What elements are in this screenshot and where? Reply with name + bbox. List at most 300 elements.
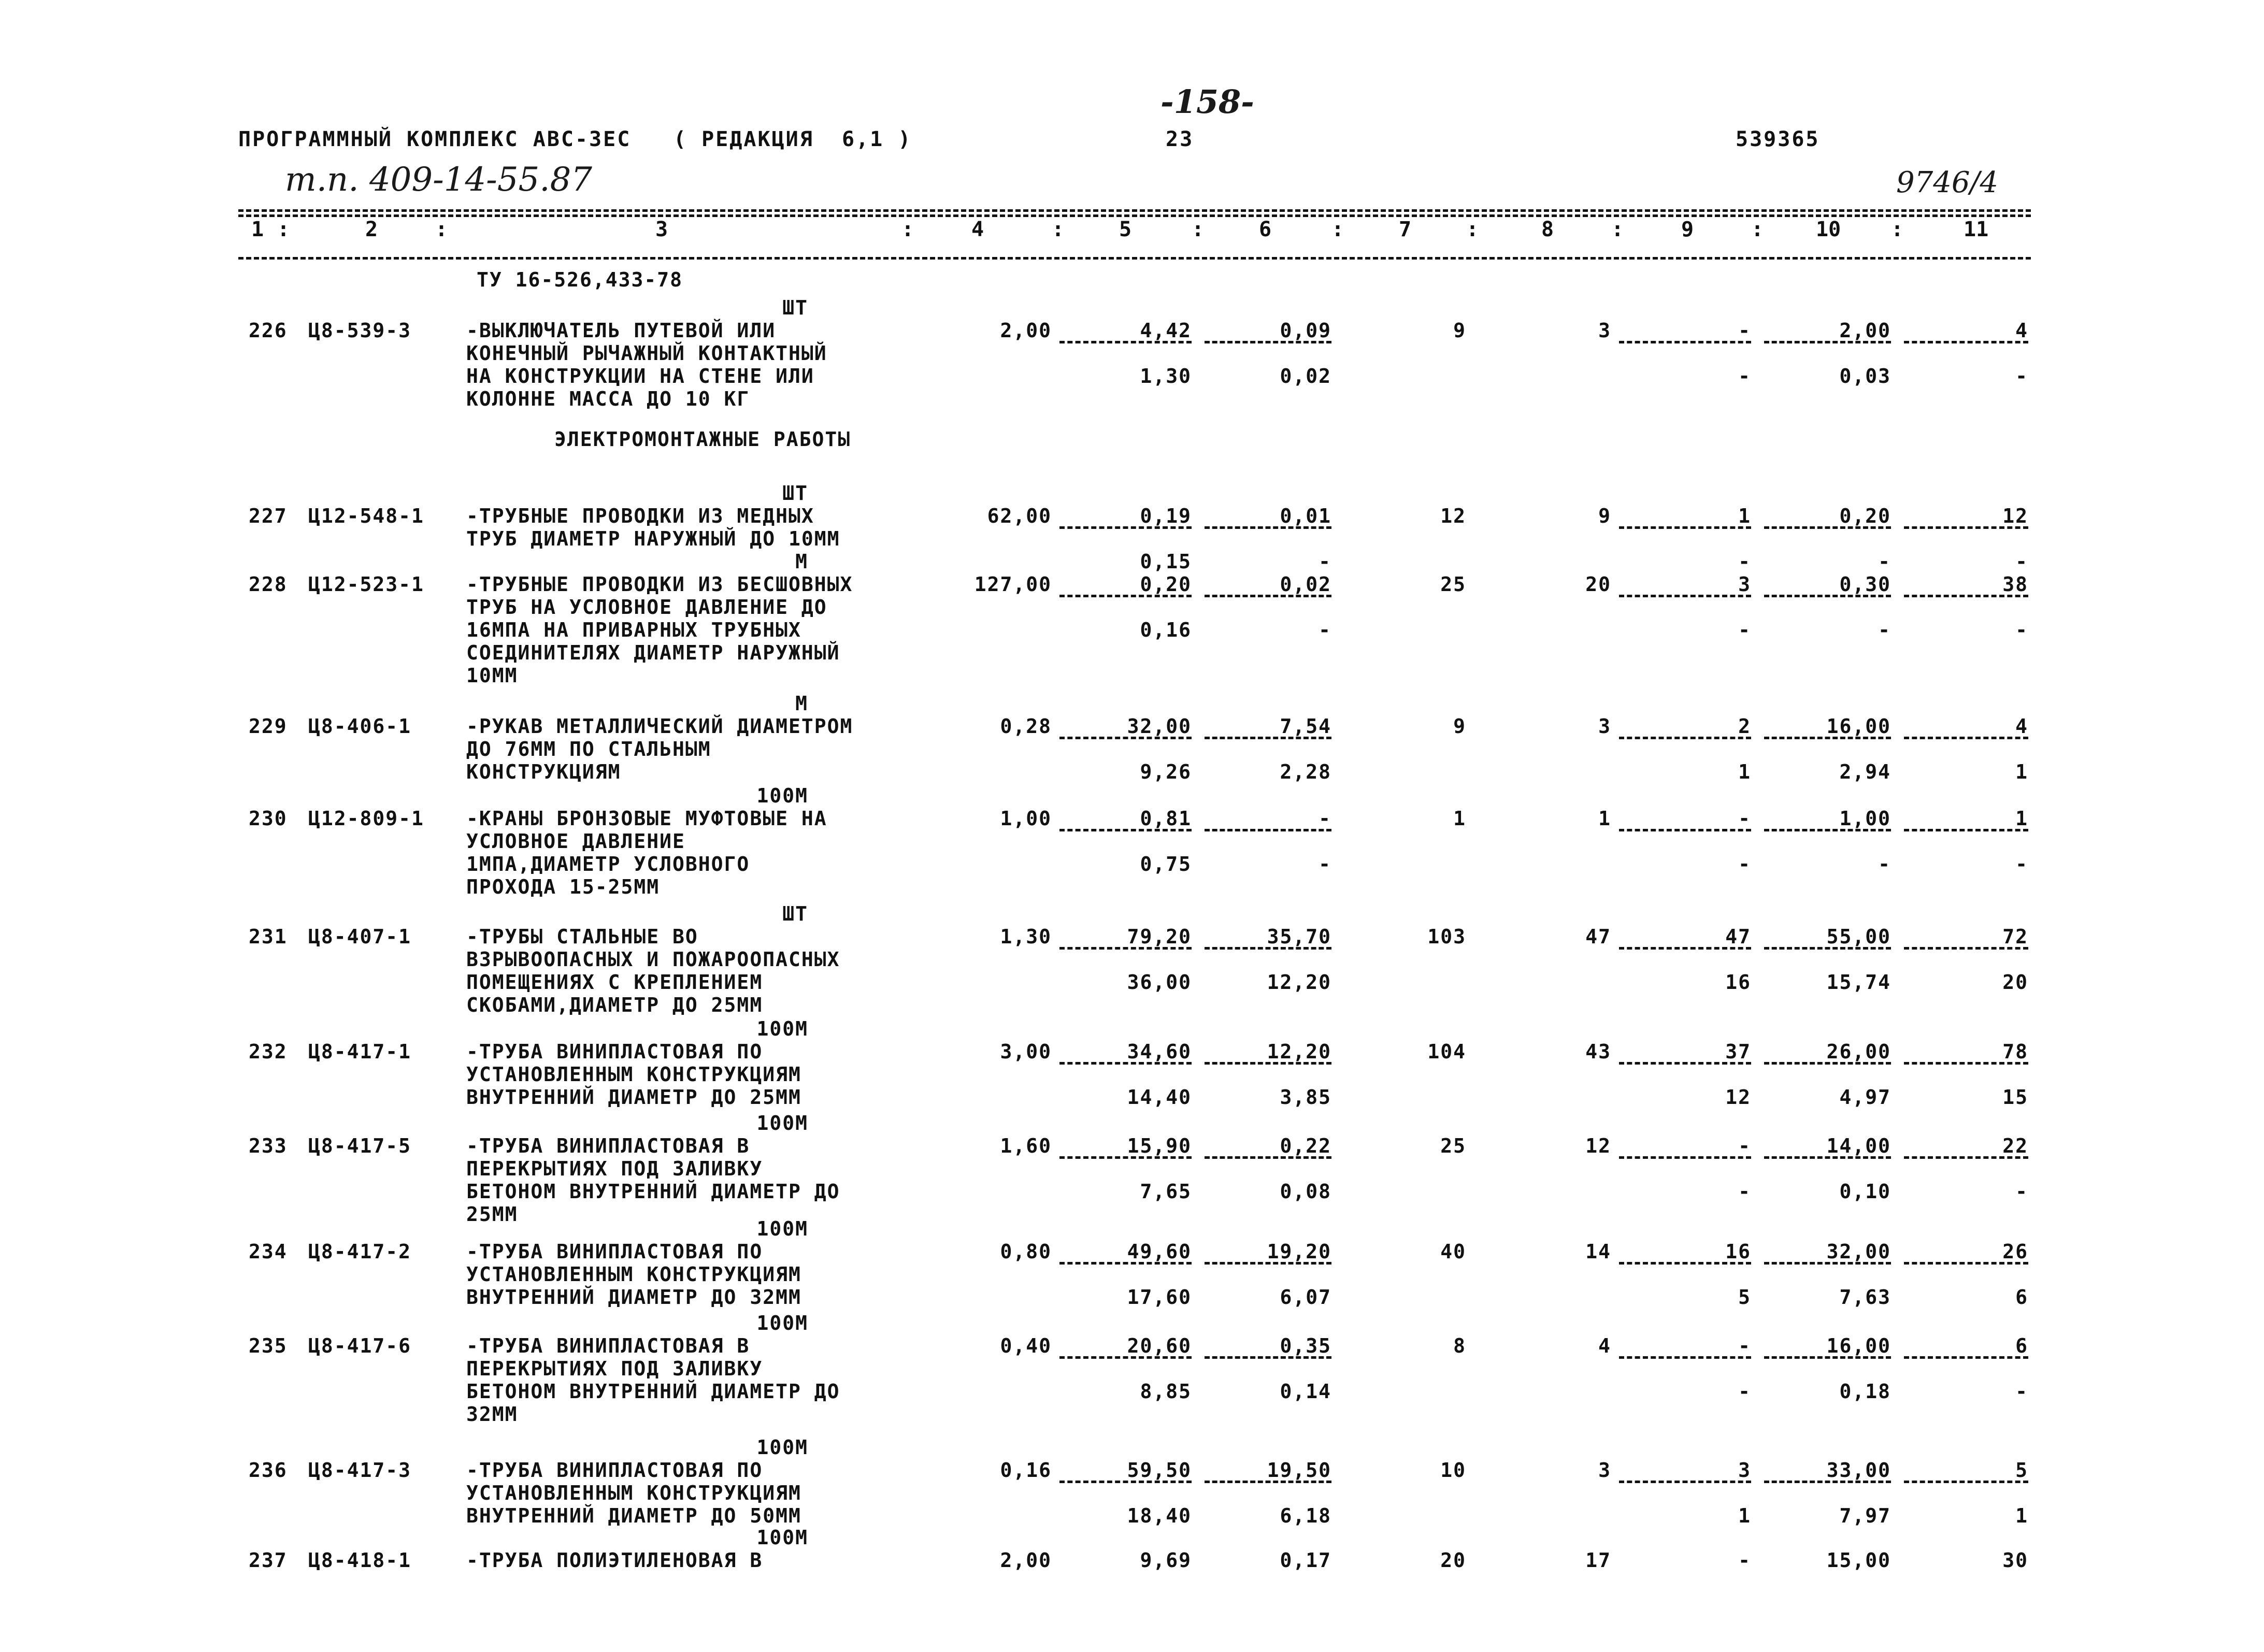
- value-col-5-second-line: 18,40: [1127, 1504, 1192, 1527]
- value-col-4: 0,40: [1000, 1334, 1052, 1357]
- subtotal-dash-line: [1904, 1062, 2028, 1065]
- value-col-9: 1: [1738, 505, 1751, 527]
- value-col-11-second-line: -: [2015, 619, 2028, 641]
- value-col-10-second-line: -: [1878, 619, 1891, 641]
- row-number: 235: [249, 1334, 288, 1357]
- subtotal-dash-line: [1059, 737, 1192, 739]
- subtotal-dash-line: [1205, 595, 1331, 597]
- value-col-9: 3: [1738, 573, 1751, 596]
- subtotal-dash-line: [1619, 1062, 1751, 1065]
- work-description-line: -ТРУБНЫЕ ПРОВОДКИ ИЗ БЕСШОВНЫХ: [466, 573, 853, 596]
- work-description-line: УСТАНОВЛЕННЫМ КОНСТРУКЦИЯМ: [466, 1482, 801, 1504]
- value-col-8: 17: [1585, 1549, 1611, 1572]
- value-col-4: 2,00: [1000, 1549, 1052, 1572]
- column-separator: :: [1891, 218, 1904, 241]
- value-col-10-second-line: -: [1878, 550, 1891, 573]
- value-col-8: 47: [1585, 925, 1611, 948]
- value-col-8: 20: [1585, 573, 1611, 596]
- project-number-handwritten: т.п. 409-14-55.87: [285, 161, 592, 199]
- value-col-5: 59,50: [1127, 1459, 1192, 1482]
- value-col-4: 1,00: [1000, 807, 1052, 830]
- value-col-4: 2,00: [1000, 319, 1052, 342]
- subtotal-dash-line: [1059, 526, 1192, 529]
- rate-code: Ц8-407-1: [308, 925, 412, 948]
- value-col-6-second-line: 2,28: [1280, 760, 1331, 783]
- program-title: ПРОГРАММНЫЙ КОМПЛЕКС АВС-3ЕС: [238, 127, 632, 151]
- column-header-11: 11: [1964, 218, 1989, 241]
- subtotal-dash-line: [1904, 526, 2028, 529]
- document-code: 539365: [1736, 127, 1820, 151]
- value-col-5-second-line: 14,40: [1127, 1086, 1192, 1109]
- work-description-line: ПЕРЕКРЫТИЯХ ПОД ЗАЛИВКУ: [466, 1157, 763, 1180]
- row-number: 230: [249, 807, 288, 830]
- column-separator: :: [1052, 218, 1065, 241]
- value-col-9: 2: [1738, 715, 1751, 738]
- value-col-9: 47: [1725, 925, 1751, 948]
- work-description-line: -ТРУБА ПОЛИЭТИЛЕНОВАЯ В: [466, 1549, 763, 1572]
- work-description-line: -ВЫКЛЮЧАТЕЛЬ ПУТЕВОЙ ИЛИ: [466, 319, 776, 342]
- value-col-6: 35,70: [1267, 925, 1331, 948]
- subtotal-dash-line: [1764, 595, 1891, 597]
- value-col-6: -: [1319, 807, 1331, 830]
- value-col-10: 2,00: [1839, 319, 1891, 342]
- sheet-number: 23: [1166, 127, 1194, 151]
- work-description-line: УСТАНОВЛЕННЫМ КОНСТРУКЦИЯМ: [466, 1063, 801, 1086]
- value-col-5-second-line: 7,65: [1140, 1180, 1192, 1203]
- value-col-10-second-line: 0,10: [1839, 1180, 1891, 1203]
- value-col-8: 4: [1598, 1334, 1611, 1357]
- subtotal-dash-line: [1904, 1481, 2028, 1483]
- subtotal-dash-line: [1205, 829, 1331, 831]
- work-description-line: БЕТОНОМ ВНУТРЕННИЙ ДИАМЕТР ДО: [466, 1380, 840, 1403]
- subtotal-dash-line: [1764, 829, 1891, 831]
- subtotal-dash-line: [1205, 1262, 1331, 1265]
- value-col-9-second-line: -: [1738, 1380, 1751, 1403]
- standard-reference: ТУ 16-526,433-78: [477, 268, 683, 291]
- work-description-line: 16МПА НА ПРИВАРНЫХ ТРУБНЫХ: [466, 619, 801, 641]
- value-col-4: 0,28: [1000, 715, 1052, 738]
- value-col-4: 3,00: [1000, 1040, 1052, 1063]
- subtotal-dash-line: [1059, 1156, 1192, 1159]
- value-col-7: 103: [1427, 925, 1466, 948]
- subtotal-dash-line: [1619, 1481, 1751, 1483]
- value-col-7: 40: [1440, 1240, 1466, 1263]
- subtotal-dash-line: [1764, 341, 1891, 343]
- value-col-9-second-line: 1: [1738, 760, 1751, 783]
- subtotal-dash-line: [1205, 1356, 1331, 1359]
- value-col-4: 0,16: [1000, 1459, 1052, 1482]
- row-number: 233: [249, 1134, 288, 1157]
- rate-code: Ц8-539-3: [308, 319, 412, 342]
- subtotal-dash-line: [1619, 829, 1751, 831]
- value-col-6: 0,17: [1280, 1549, 1331, 1572]
- subtotal-dash-line: [1205, 341, 1331, 343]
- column-header-4: 4: [971, 218, 984, 241]
- value-col-7: 20: [1440, 1549, 1466, 1572]
- subtotal-dash-line: [1205, 1062, 1331, 1065]
- value-col-5-second-line: 0,15: [1140, 550, 1192, 573]
- unit-label: ШТ: [782, 902, 808, 925]
- value-col-11: 30: [2002, 1549, 2028, 1572]
- value-col-10: 1,00: [1839, 807, 1891, 830]
- value-col-11: 5: [2015, 1459, 2028, 1482]
- work-description-line: УСТАНОВЛЕННЫМ КОНСТРУКЦИЯМ: [466, 1263, 801, 1286]
- subtotal-dash-line: [1619, 341, 1751, 343]
- row-number: 226: [249, 319, 288, 342]
- value-col-8: 14: [1585, 1240, 1611, 1263]
- reference-handwritten: 9746/4: [1896, 166, 1999, 199]
- value-col-11-second-line: -: [2015, 365, 2028, 387]
- value-col-6: 19,50: [1267, 1459, 1331, 1482]
- value-col-6-second-line: 6,18: [1280, 1504, 1331, 1527]
- column-header-6: 6: [1259, 218, 1272, 241]
- subtotal-dash-line: [1764, 1062, 1891, 1065]
- rate-code: Ц8-406-1: [308, 715, 412, 738]
- work-description-line: ПРОХОДА 15-25ММ: [466, 875, 660, 898]
- column-header-5: 5: [1119, 218, 1132, 241]
- value-col-11-second-line: 6: [2015, 1286, 2028, 1309]
- subtotal-dash-line: [1904, 1356, 2028, 1359]
- unit-label: ШТ: [782, 482, 808, 505]
- subtotal-dash-line: [1764, 947, 1891, 950]
- value-col-6-second-line: -: [1319, 550, 1331, 573]
- value-col-5-second-line: 8,85: [1140, 1380, 1192, 1403]
- value-col-6: 0,01: [1280, 505, 1331, 527]
- value-col-5-second-line: 17,60: [1127, 1286, 1192, 1309]
- work-description-line: -ТРУБА ВИНИПЛАСТОВАЯ ПО: [466, 1459, 763, 1482]
- value-col-9-second-line: -: [1738, 619, 1751, 641]
- value-col-5-second-line: 36,00: [1127, 971, 1192, 994]
- subtotal-dash-line: [1059, 1062, 1192, 1065]
- column-separator: :: [1751, 218, 1764, 241]
- unit-label: 100М: [756, 1017, 808, 1040]
- value-col-10-second-line: -: [1878, 853, 1891, 875]
- work-description-line: ВЗРЫВООПАСНЫХ И ПОЖАРООПАСНЫХ: [466, 948, 840, 971]
- column-header-7: 7: [1399, 218, 1412, 241]
- value-col-11-second-line: 1: [2015, 1504, 2028, 1527]
- value-col-6-second-line: 12,20: [1267, 971, 1331, 994]
- value-col-11-second-line: -: [2015, 853, 2028, 875]
- value-col-9: -: [1738, 807, 1751, 830]
- unit-label: 100М: [756, 1436, 808, 1459]
- subtotal-dash-line: [1619, 947, 1751, 950]
- value-col-10-second-line: 15,74: [1826, 971, 1891, 994]
- value-col-5: 20,60: [1127, 1334, 1192, 1357]
- value-col-6: 0,09: [1280, 319, 1331, 342]
- work-description-line: КОЛОННЕ МАССА ДО 10 КГ: [466, 387, 750, 410]
- section-heading: ЭЛЕКТРОМОНТАЖНЫЕ РАБОТЫ: [554, 428, 851, 451]
- rate-code: Ц12-523-1: [308, 573, 424, 596]
- value-col-5-second-line: 0,75: [1140, 853, 1192, 875]
- value-col-9: 16: [1725, 1240, 1751, 1263]
- work-description-line: БЕТОНОМ ВНУТРЕННИЙ ДИАМЕТР ДО: [466, 1180, 840, 1203]
- unit-label: М: [795, 550, 808, 573]
- row-number: 227: [249, 505, 288, 527]
- value-col-10: 0,20: [1839, 505, 1891, 527]
- value-col-10: 32,00: [1826, 1240, 1891, 1263]
- row-number: 231: [249, 925, 288, 948]
- subtotal-dash-line: [1619, 1262, 1751, 1265]
- value-col-5: 34,60: [1127, 1040, 1192, 1063]
- value-col-9-second-line: 5: [1738, 1286, 1751, 1309]
- value-col-11: 38: [2002, 573, 2028, 596]
- value-col-9-second-line: 1: [1738, 1504, 1751, 1527]
- subtotal-dash-line: [1764, 1156, 1891, 1159]
- value-col-5: 0,20: [1140, 573, 1192, 596]
- row-number: 229: [249, 715, 288, 738]
- value-col-11: 26: [2002, 1240, 2028, 1263]
- value-col-11-second-line: -: [2015, 1180, 2028, 1203]
- value-col-9-second-line: -: [1738, 365, 1751, 387]
- subtotal-dash-line: [1619, 1356, 1751, 1359]
- value-col-11-second-line: 1: [2015, 760, 2028, 783]
- work-description-line: -ТРУБА ВИНИПЛАСТОВАЯ ПО: [466, 1040, 763, 1063]
- work-description-line: ВНУТРЕННИЙ ДИАМЕТР ДО 32ММ: [466, 1286, 801, 1309]
- subtotal-dash-line: [1904, 595, 2028, 597]
- value-col-7: 104: [1427, 1040, 1466, 1063]
- value-col-8: 3: [1598, 319, 1611, 342]
- work-description-line: ВНУТРЕННИЙ ДИАМЕТР ДО 25ММ: [466, 1086, 801, 1109]
- rate-code: Ц8-417-6: [308, 1334, 412, 1357]
- edition-label: ( РЕДАКЦИЯ 6,1 ): [674, 127, 912, 151]
- rate-code: Ц8-417-5: [308, 1134, 412, 1157]
- work-description-line: 1МПА,ДИАМЕТР УСЛОВНОГО: [466, 853, 750, 875]
- value-col-5: 9,69: [1140, 1549, 1192, 1572]
- value-col-10: 16,00: [1826, 1334, 1891, 1357]
- subtotal-dash-line: [1764, 526, 1891, 529]
- value-col-10: 16,00: [1826, 715, 1891, 738]
- value-col-8: 3: [1598, 715, 1611, 738]
- value-col-6-second-line: 0,08: [1280, 1180, 1331, 1203]
- value-col-9: -: [1738, 1549, 1751, 1572]
- subtotal-dash-line: [1764, 1262, 1891, 1265]
- value-col-11: 12: [2002, 505, 2028, 527]
- subtotal-dash-line: [1619, 595, 1751, 597]
- rate-code: Ц8-418-1: [308, 1549, 412, 1572]
- subtotal-dash-line: [1619, 737, 1751, 739]
- value-col-9: -: [1738, 1334, 1751, 1357]
- unit-label: 100М: [756, 1312, 808, 1334]
- rate-code: Ц8-417-3: [308, 1459, 412, 1482]
- value-col-7: 25: [1440, 573, 1466, 596]
- value-col-8: 1: [1598, 807, 1611, 830]
- column-separator: :: [1466, 218, 1479, 241]
- subtotal-dash-line: [1904, 947, 2028, 950]
- work-description-line: 10ММ: [466, 664, 518, 687]
- value-col-10-second-line: 2,94: [1839, 760, 1891, 783]
- value-col-9-second-line: 12: [1725, 1086, 1751, 1109]
- subtotal-dash-line: [1764, 1356, 1891, 1359]
- column-header-9: 9: [1681, 218, 1694, 241]
- subtotal-dash-line: [1904, 829, 2028, 831]
- value-col-5-second-line: 0,16: [1140, 619, 1192, 641]
- value-col-5-second-line: 9,26: [1140, 760, 1192, 783]
- value-col-10: 33,00: [1826, 1459, 1891, 1482]
- work-description-line: КОНЕЧНЫЙ РЫЧАЖНЫЙ КОНТАКТНЫЙ: [466, 342, 827, 365]
- value-col-10: 14,00: [1826, 1134, 1891, 1157]
- value-col-5: 4,42: [1140, 319, 1192, 342]
- value-col-5: 79,20: [1127, 925, 1192, 948]
- rate-code: Ц12-548-1: [308, 505, 424, 527]
- column-header-3: 3: [655, 218, 668, 241]
- value-col-6-second-line: 0,14: [1280, 1380, 1331, 1403]
- work-description-line: -ТРУБЫ СТАЛЬНЫЕ ВО: [466, 925, 698, 948]
- value-col-11: 72: [2002, 925, 2028, 948]
- subtotal-dash-line: [1059, 829, 1192, 831]
- value-col-6: 12,20: [1267, 1040, 1331, 1063]
- value-col-8: 43: [1585, 1040, 1611, 1063]
- subtotal-dash-line: [1205, 1481, 1331, 1483]
- value-col-7: 12: [1440, 505, 1466, 527]
- subtotal-dash-line: [1059, 595, 1192, 597]
- value-col-7: 9: [1453, 319, 1466, 342]
- work-description-line: УСЛОВНОЕ ДАВЛЕНИЕ: [466, 830, 685, 853]
- value-col-5-second-line: 1,30: [1140, 365, 1192, 387]
- value-col-4: 1,30: [1000, 925, 1052, 948]
- value-col-11: 1: [2015, 807, 2028, 830]
- subtotal-dash-line: [1205, 1156, 1331, 1159]
- value-col-6: 0,35: [1280, 1334, 1331, 1357]
- value-col-4: 1,60: [1000, 1134, 1052, 1157]
- column-header-2: 2: [365, 218, 378, 241]
- value-col-7: 10: [1440, 1459, 1466, 1482]
- unit-label: 100М: [756, 1217, 808, 1240]
- value-col-6-second-line: -: [1319, 619, 1331, 641]
- value-col-8: 12: [1585, 1134, 1611, 1157]
- subtotal-dash-line: [1904, 341, 2028, 343]
- value-col-6: 7,54: [1280, 715, 1331, 738]
- subtotal-dash-line: [1619, 1156, 1751, 1159]
- value-col-6: 0,22: [1280, 1134, 1331, 1157]
- value-col-10-second-line: 0,03: [1839, 365, 1891, 387]
- value-col-5: 49,60: [1127, 1240, 1192, 1263]
- value-col-10: 55,00: [1826, 925, 1891, 948]
- rate-code: Ц8-417-2: [308, 1240, 412, 1263]
- value-col-8: 9: [1598, 505, 1611, 527]
- value-col-10-second-line: 7,63: [1839, 1286, 1891, 1309]
- value-col-5: 0,19: [1140, 505, 1192, 527]
- value-col-11: 4: [2015, 319, 2028, 342]
- value-col-4: 0,80: [1000, 1240, 1052, 1263]
- value-col-10-second-line: 4,97: [1839, 1086, 1891, 1109]
- work-description-line: 25ММ: [466, 1203, 518, 1226]
- work-description-line: СОЕДИНИТЕЛЯХ ДИАМЕТР НАРУЖНЫЙ: [466, 641, 840, 664]
- work-description-line: НА КОНСТРУКЦИИ НА СТЕНЕ ИЛИ: [466, 365, 814, 387]
- value-col-6-second-line: 3,85: [1280, 1086, 1331, 1109]
- value-col-5: 32,00: [1127, 715, 1192, 738]
- work-description-line: ПЕРЕКРЫТИЯХ ПОД ЗАЛИВКУ: [466, 1357, 763, 1380]
- value-col-11: 6: [2015, 1334, 2028, 1357]
- work-description-line: -ТРУБА ВИНИПЛАСТОВАЯ В: [466, 1334, 750, 1357]
- work-description-line: ДО 76ММ ПО СТАЛЬНЫМ: [466, 738, 711, 760]
- unit-label: ШТ: [782, 296, 808, 319]
- unit-label: 100М: [756, 1112, 808, 1134]
- subtotal-dash-line: [1059, 1262, 1192, 1265]
- value-col-4: 62,00: [987, 505, 1052, 527]
- header-rule-bottom: [238, 257, 2031, 260]
- header-rule-top: [238, 209, 2031, 212]
- value-col-10: 15,00: [1826, 1549, 1891, 1572]
- value-col-11-second-line: 15: [2002, 1086, 2028, 1109]
- value-col-9-second-line: -: [1738, 1180, 1751, 1203]
- value-col-5: 0,81: [1140, 807, 1192, 830]
- subtotal-dash-line: [1059, 1356, 1192, 1359]
- row-number: 234: [249, 1240, 288, 1263]
- value-col-10: 0,30: [1839, 573, 1891, 596]
- column-separator: :: [1192, 218, 1205, 241]
- subtotal-dash-line: [1904, 1262, 2028, 1265]
- subtotal-dash-line: [1205, 737, 1331, 739]
- column-separator: :: [277, 218, 290, 241]
- value-col-7: 8: [1453, 1334, 1466, 1357]
- subtotal-dash-line: [1059, 341, 1192, 343]
- column-header-1: 1: [251, 218, 264, 241]
- value-col-9: -: [1738, 319, 1751, 342]
- unit-label: 100М: [756, 784, 808, 807]
- header-rule-top-2: [238, 214, 2031, 217]
- value-col-10: 26,00: [1826, 1040, 1891, 1063]
- subtotal-dash-line: [1904, 1156, 2028, 1159]
- rate-code: Ц12-809-1: [308, 807, 424, 830]
- work-description-line: -РУКАВ МЕТАЛЛИЧЕСКИЙ ДИАМЕТРОМ: [466, 715, 853, 738]
- column-header-10: 10: [1816, 218, 1841, 241]
- unit-label: М: [795, 692, 808, 715]
- value-col-9-second-line: 16: [1725, 971, 1751, 994]
- work-description-line: ТРУБ ДИАМЕТР НАРУЖНЫЙ ДО 10ММ: [466, 527, 840, 550]
- work-description-line: ТРУБ НА УСЛОВНОЕ ДАВЛЕНИЕ ДО: [466, 596, 827, 619]
- work-description-line: СКОБАМИ,ДИАМЕТР ДО 25ММ: [466, 994, 763, 1016]
- value-col-7: 25: [1440, 1134, 1466, 1157]
- column-separator: :: [1611, 218, 1624, 241]
- subtotal-dash-line: [1764, 737, 1891, 739]
- value-col-9: 3: [1738, 1459, 1751, 1482]
- work-description-line: -ТРУБА ВИНИПЛАСТОВАЯ В: [466, 1134, 750, 1157]
- value-col-11: 78: [2002, 1040, 2028, 1063]
- value-col-7: 9: [1453, 715, 1466, 738]
- value-col-6-second-line: 0,02: [1280, 365, 1331, 387]
- value-col-11-second-line: -: [2015, 550, 2028, 573]
- value-col-7: 1: [1453, 807, 1466, 830]
- value-col-9-second-line: -: [1738, 853, 1751, 875]
- column-separator: :: [435, 218, 448, 241]
- work-description-line: ПОМЕЩЕНИЯХ С КРЕПЛЕНИЕМ: [466, 971, 763, 994]
- subtotal-dash-line: [1205, 526, 1331, 529]
- page-number-mark: -158-: [1160, 83, 1254, 121]
- row-number: 232: [249, 1040, 288, 1063]
- subtotal-dash-line: [1059, 1481, 1192, 1483]
- value-col-4: 127,00: [974, 573, 1052, 596]
- value-col-5: 15,90: [1127, 1134, 1192, 1157]
- value-col-10-second-line: 7,97: [1839, 1504, 1891, 1527]
- unit-label: 100М: [756, 1526, 808, 1549]
- value-col-9: -: [1738, 1134, 1751, 1157]
- value-col-9-second-line: -: [1738, 550, 1751, 573]
- row-number: 228: [249, 573, 288, 596]
- value-col-6: 19,20: [1267, 1240, 1331, 1263]
- value-col-8: 3: [1598, 1459, 1611, 1482]
- value-col-6: 0,02: [1280, 573, 1331, 596]
- value-col-11-second-line: 20: [2002, 971, 2028, 994]
- subtotal-dash-line: [1619, 526, 1751, 529]
- value-col-10-second-line: 0,18: [1839, 1380, 1891, 1403]
- rate-code: Ц8-417-1: [308, 1040, 412, 1063]
- column-separator: :: [1331, 218, 1344, 241]
- value-col-11: 22: [2002, 1134, 2028, 1157]
- work-description-line: -КРАНЫ БРОНЗОВЫЕ МУФТОВЫЕ НА: [466, 807, 827, 830]
- column-header-8: 8: [1541, 218, 1554, 241]
- row-number: 236: [249, 1459, 288, 1482]
- subtotal-dash-line: [1904, 737, 2028, 739]
